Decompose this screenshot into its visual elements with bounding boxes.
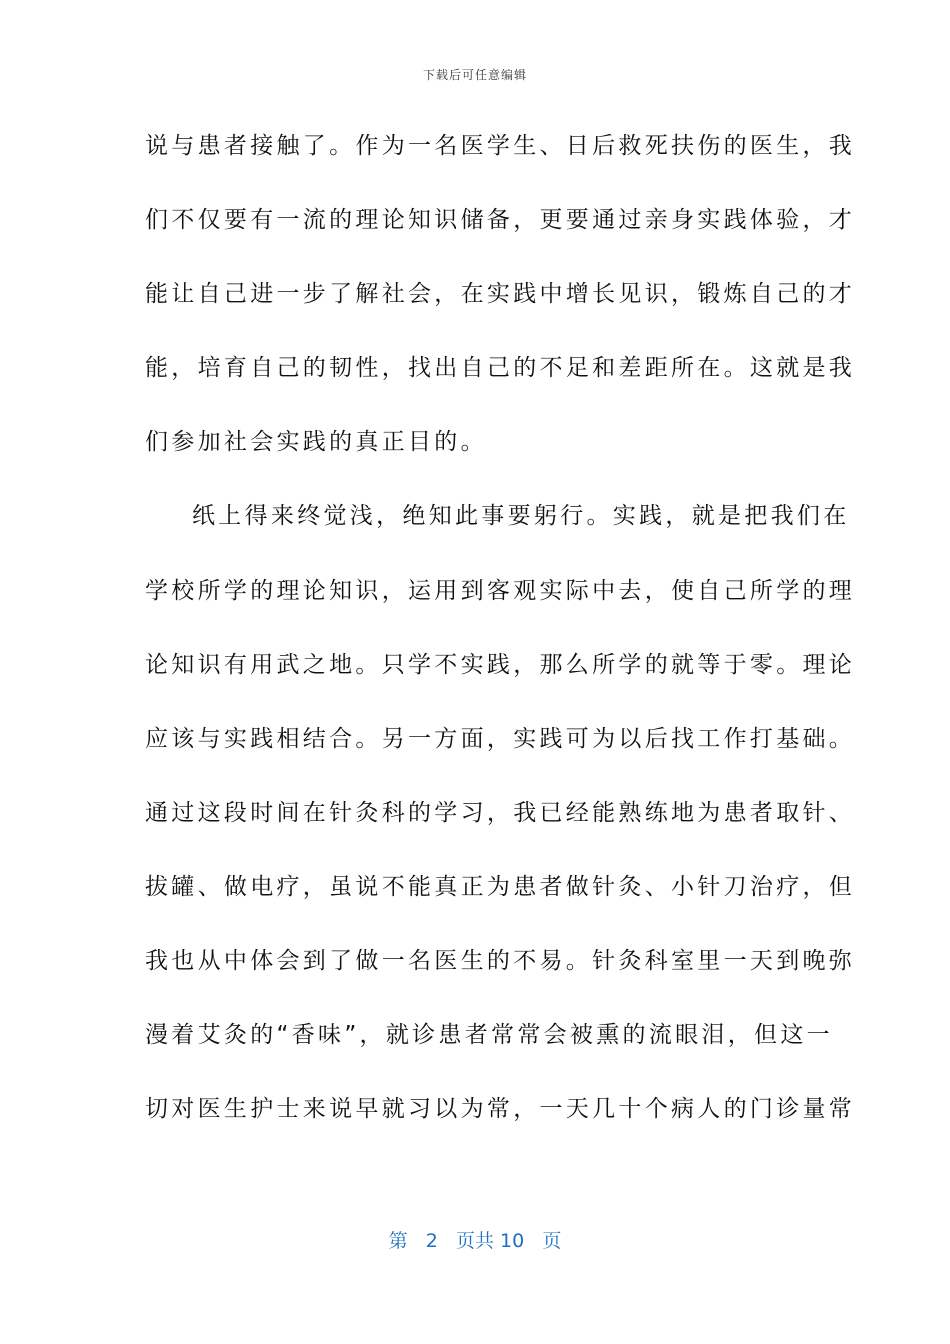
text-line: 切对医生护士来说早就习以为常，一天几十个病人的门诊量常 xyxy=(145,1096,856,1123)
text-line: 们参加社会实践的真正目的。 xyxy=(145,429,487,456)
document-body xyxy=(145,122,856,1159)
text-line: 学校所学的理论知识，运用到客观实际中去，使自己所学的理 xyxy=(145,577,856,604)
text-line: 论知识有用武之地。只学不实践，那么所学的就等于零。理论 xyxy=(145,651,856,678)
footer-total-pages: 10 xyxy=(500,1230,525,1252)
footer-page-number: 2 xyxy=(425,1230,438,1252)
footer-suffix: 页 xyxy=(542,1230,562,1252)
footer-prefix: 第 xyxy=(388,1230,408,1252)
page-footer xyxy=(0,1226,950,1253)
page-header: 下载后可任意编辑 xyxy=(422,68,527,82)
text-line: 能，培育自己的韧性，找出自己的不足和差距所在。这就是我 xyxy=(145,355,856,382)
text-line: 通过这段时间在针灸科的学习，我已经能熟练地为患者取针、 xyxy=(145,799,856,826)
text-line: 纸上得来终觉浅，绝知此事要躬行。实践，就是把我们在 xyxy=(192,503,850,530)
text-line: 说与患者接触了。作为一名医学生、日后救死扶伤的医生，我 xyxy=(145,133,856,159)
text-line: 应该与实践相结合。另一方面，实践可为以后找工作打基础。 xyxy=(145,725,856,752)
text-line: 漫着艾灸的“香味”，就诊患者常常会被熏的流眼泪，但这一 xyxy=(145,1022,833,1049)
footer-middle: 页共 xyxy=(455,1230,494,1252)
text-line: 我也从中体会到了做一名医生的不易。针灸科室里一天到晚弥 xyxy=(145,948,856,975)
text-line: 拔罐、做电疗，虽说不能真正为患者做针灸、小针刀治疗，但 xyxy=(145,873,856,900)
text-line: 们不仅要有一流的理论知识储备，更要通过亲身实践体验，才 xyxy=(145,207,856,234)
text-line: 能让自己进一步了解社会，在实践中增长见识，锻炼自己的才 xyxy=(145,281,856,308)
